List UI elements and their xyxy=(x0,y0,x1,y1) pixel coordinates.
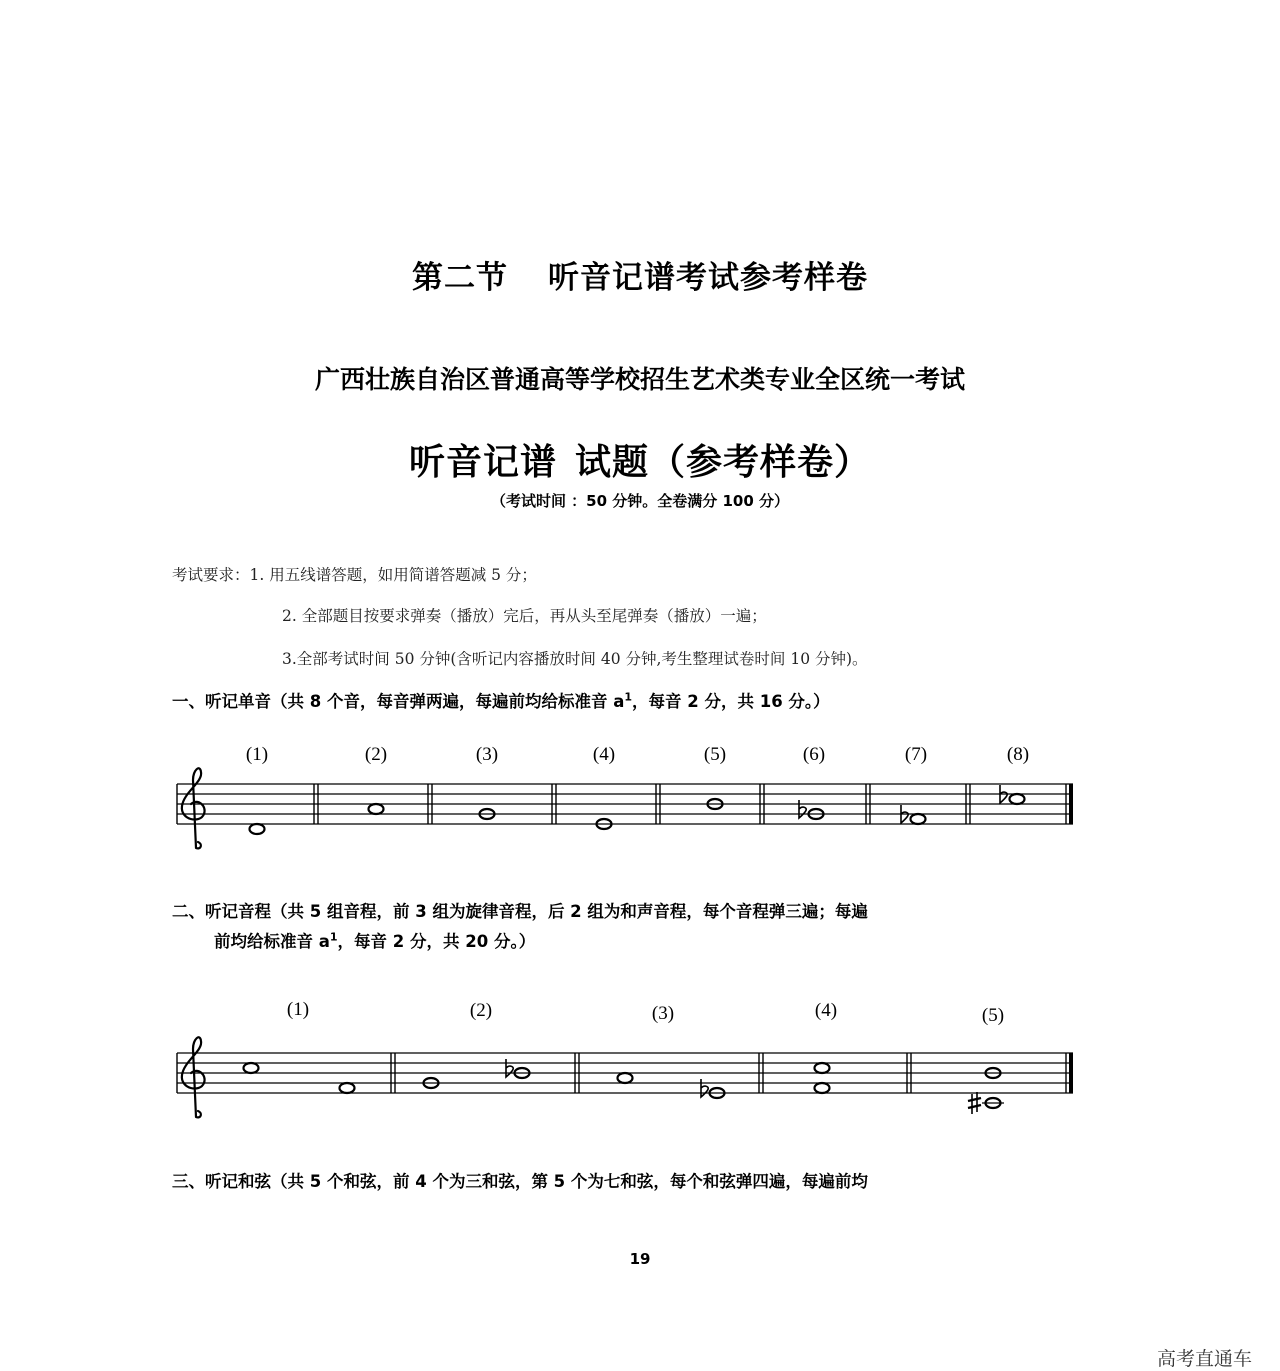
whole-note-icon xyxy=(618,1073,633,1083)
flat-icon xyxy=(701,1079,708,1097)
paper-title-subject: 听音记谱 xyxy=(408,442,557,483)
treble-clef-icon xyxy=(182,1037,205,1117)
whole-note-icon xyxy=(815,1083,830,1093)
whole-note-icon xyxy=(1010,794,1025,804)
whole-note-icon xyxy=(815,1063,830,1073)
measure-number: (1) xyxy=(245,744,269,765)
measure-number: (6) xyxy=(802,744,826,765)
section-heading xyxy=(0,252,1280,297)
question-1-title xyxy=(172,688,830,712)
question-2-title-text: 前均给标准音 a xyxy=(214,932,330,951)
measure-number: (5) xyxy=(703,744,727,765)
question-1-title-text-end: ，每音 2 分，共 16 分。） xyxy=(632,692,830,711)
flat-icon xyxy=(506,1059,513,1077)
section-number: 第二节 xyxy=(412,260,508,296)
measure-number: (4) xyxy=(592,744,616,765)
requirement-1: 考试要求：1. 用五线谱答题，如用简谱答题减 5 分； xyxy=(172,566,537,584)
question-2-title-continued xyxy=(214,928,535,952)
interval-number: (3) xyxy=(651,1003,675,1024)
question-2-accidentals xyxy=(506,1059,981,1114)
requirement-2: 2. 全部题目按要求弹奏（播放）完后，再从头至尾弹奏（播放）一遍； xyxy=(282,607,767,625)
interval-number: (5) xyxy=(981,1005,1005,1026)
interval-number: (4) xyxy=(814,1000,838,1021)
question-1-staff xyxy=(0,730,1280,860)
question-2-staff xyxy=(0,985,1280,1145)
interval-number: (1) xyxy=(286,999,310,1020)
whole-note-icon xyxy=(244,1063,259,1073)
whole-note-icon xyxy=(369,804,384,814)
question-2-title-text-end: ，每音 2 分，共 20 分。） xyxy=(337,932,536,951)
exam-title: 广西壮族自治区普通高等学校招生艺术类专业全区统一考试 xyxy=(314,365,965,394)
section-title: 听音记谱考试参考样卷 xyxy=(548,260,868,296)
treble-clef-icon xyxy=(182,768,205,848)
page-number: 19 xyxy=(629,1250,651,1268)
measure-number: (7) xyxy=(904,744,928,765)
measure-number: (3) xyxy=(475,744,499,765)
question-1-title-text: 一、听记单音（共 8 个音，每音弹两遍，每遍前均给标准音 a xyxy=(172,692,625,711)
paper-title xyxy=(0,434,1280,485)
sharp-icon xyxy=(968,1092,981,1114)
time-note: （考试时间 ：50 分钟。全卷满分 100 分） xyxy=(490,492,790,510)
whole-note-icon xyxy=(340,1083,355,1093)
flat-icon xyxy=(799,800,806,818)
question-3-title: 三、听记和弦（共 5 个和弦，前 4 个为三和弦，第 5 个为七和弦，每个和弦弹四遍，每遍前均 xyxy=(172,1172,868,1191)
staff-lines xyxy=(177,784,1073,824)
question-1-title-superscript: 1 xyxy=(624,690,633,704)
question-2-title: 二、听记音程（共 5 组音程，前 3 组为旋律音程，后 2 组为和声音程，每个音程弹三遍；每遍 xyxy=(172,902,868,921)
measure-number: (2) xyxy=(364,744,388,765)
whole-note-icon xyxy=(250,824,265,834)
watermark: 高考直通车 xyxy=(1156,1348,1252,1370)
measure-number: (8) xyxy=(1006,744,1030,765)
question-2-title-superscript: 1 xyxy=(329,930,338,944)
question-2-notes xyxy=(244,1063,1001,1108)
whole-note-icon xyxy=(911,814,926,824)
requirement-3: 3.全部考试时间 50 分钟(含听记内容播放时间 40 分钟,考生整理试卷时间 10 分钟)。 xyxy=(282,650,868,668)
paper-title-type: 试题（参考样卷） xyxy=(575,442,872,483)
interval-number: (2) xyxy=(469,1000,493,1021)
